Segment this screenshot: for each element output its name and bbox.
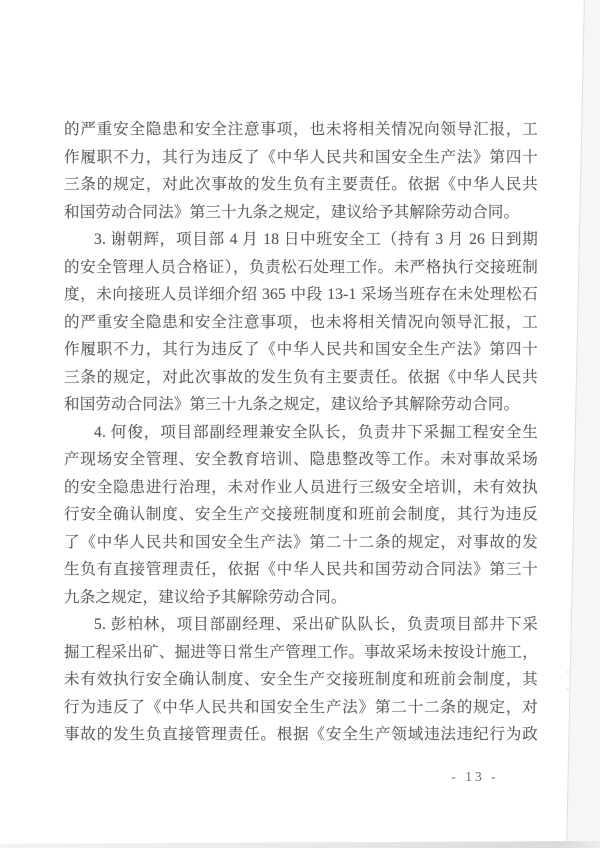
text-line: 和国劳动合同法》第三十九条之规定，建议给予其解除劳动合同。 <box>64 396 520 413</box>
text-line: 的安全隐患进行治理，未对作业人员进行三级安全培训，未有效执 <box>64 478 538 496</box>
text-line: 生负有直接管理责任，依据《中华人民共和国劳动合同法》第三十 <box>64 561 538 578</box>
text-line-paragraph-start: 3. 谢朝辉，项目部 4 月 18 日中班安全工（持有 3 月 26 日到期 <box>94 231 538 248</box>
text-line: 行为违反了《中华人民共和国安全生产法》第二十二条的规定，对 <box>64 698 538 716</box>
text-line-paragraph-start: 5. 彭柏林，项目部副经理、采出矿队队长，负责项目部井下采 <box>94 616 538 633</box>
text-line: 作履职不力，其行为违反了《中华人民共和国安全生产法》第四十 <box>64 341 538 358</box>
text-line: 的严重安全隐患和安全注意事项，也未将相关情况向领导汇报，工 <box>64 121 538 138</box>
text-line-paragraph-start: 4. 何俊，项目部副经理兼安全队长，负责井下采掘工程安全生 <box>94 423 538 441</box>
text-line: 事故的发生负直接管理责任。根据《安全生产领域违法违纪行为政 <box>64 726 538 743</box>
text-line: 产现场安全管理、安全教育培训、隐患整改等工作。未对事故采场 <box>64 451 538 468</box>
text-line: 作履职不力，其行为违反了《中华人民共和国安全生产法》第四十 <box>64 148 538 166</box>
page-number: - 13 - <box>451 769 499 784</box>
text-line: 的严重安全隐患和安全注意事项，也未将相关情况向领导汇报，工 <box>64 313 538 331</box>
text-line: 的安全管理人员合格证），负责松石处理工作。未严格执行交接班制 <box>64 258 538 276</box>
text-line: 行安全确认制度、安全生产交接班制度和班前会制度，其行为违反 <box>64 506 538 523</box>
text-line: 掘工程采出矿、掘进等日常生产管理工作。事故采场未按设计施工， <box>64 643 538 661</box>
text-line: 未有效执行安全确认制度、安全生产交接班制度和班前会制度，其 <box>64 671 538 688</box>
text-line: 三条的规定，对此次事故的发生负有主要责任。依据《中华人民共 <box>64 368 538 386</box>
scan-page-bottom-edge <box>0 841 600 848</box>
text-line: 了《中华人民共和国安全生产法》第二十二条的规定，对事故的发 <box>64 533 538 551</box>
text-line: 度，未向接班人员详细介绍 365 中段 13-1 采场当班存在未处理松石 <box>64 286 538 303</box>
scan-page-right-edge <box>565 0 600 848</box>
document-body <box>64 116 538 749</box>
text-line: 和国劳动合同法》第三十九条之规定，建议给予其解除劳动合同。 <box>64 203 520 221</box>
text-line: 三条的规定，对此次事故的发生负有主要责任。依据《中华人民共 <box>64 176 538 193</box>
text-line: 九条之规定，建议给予其解除劳动合同。 <box>64 588 347 606</box>
